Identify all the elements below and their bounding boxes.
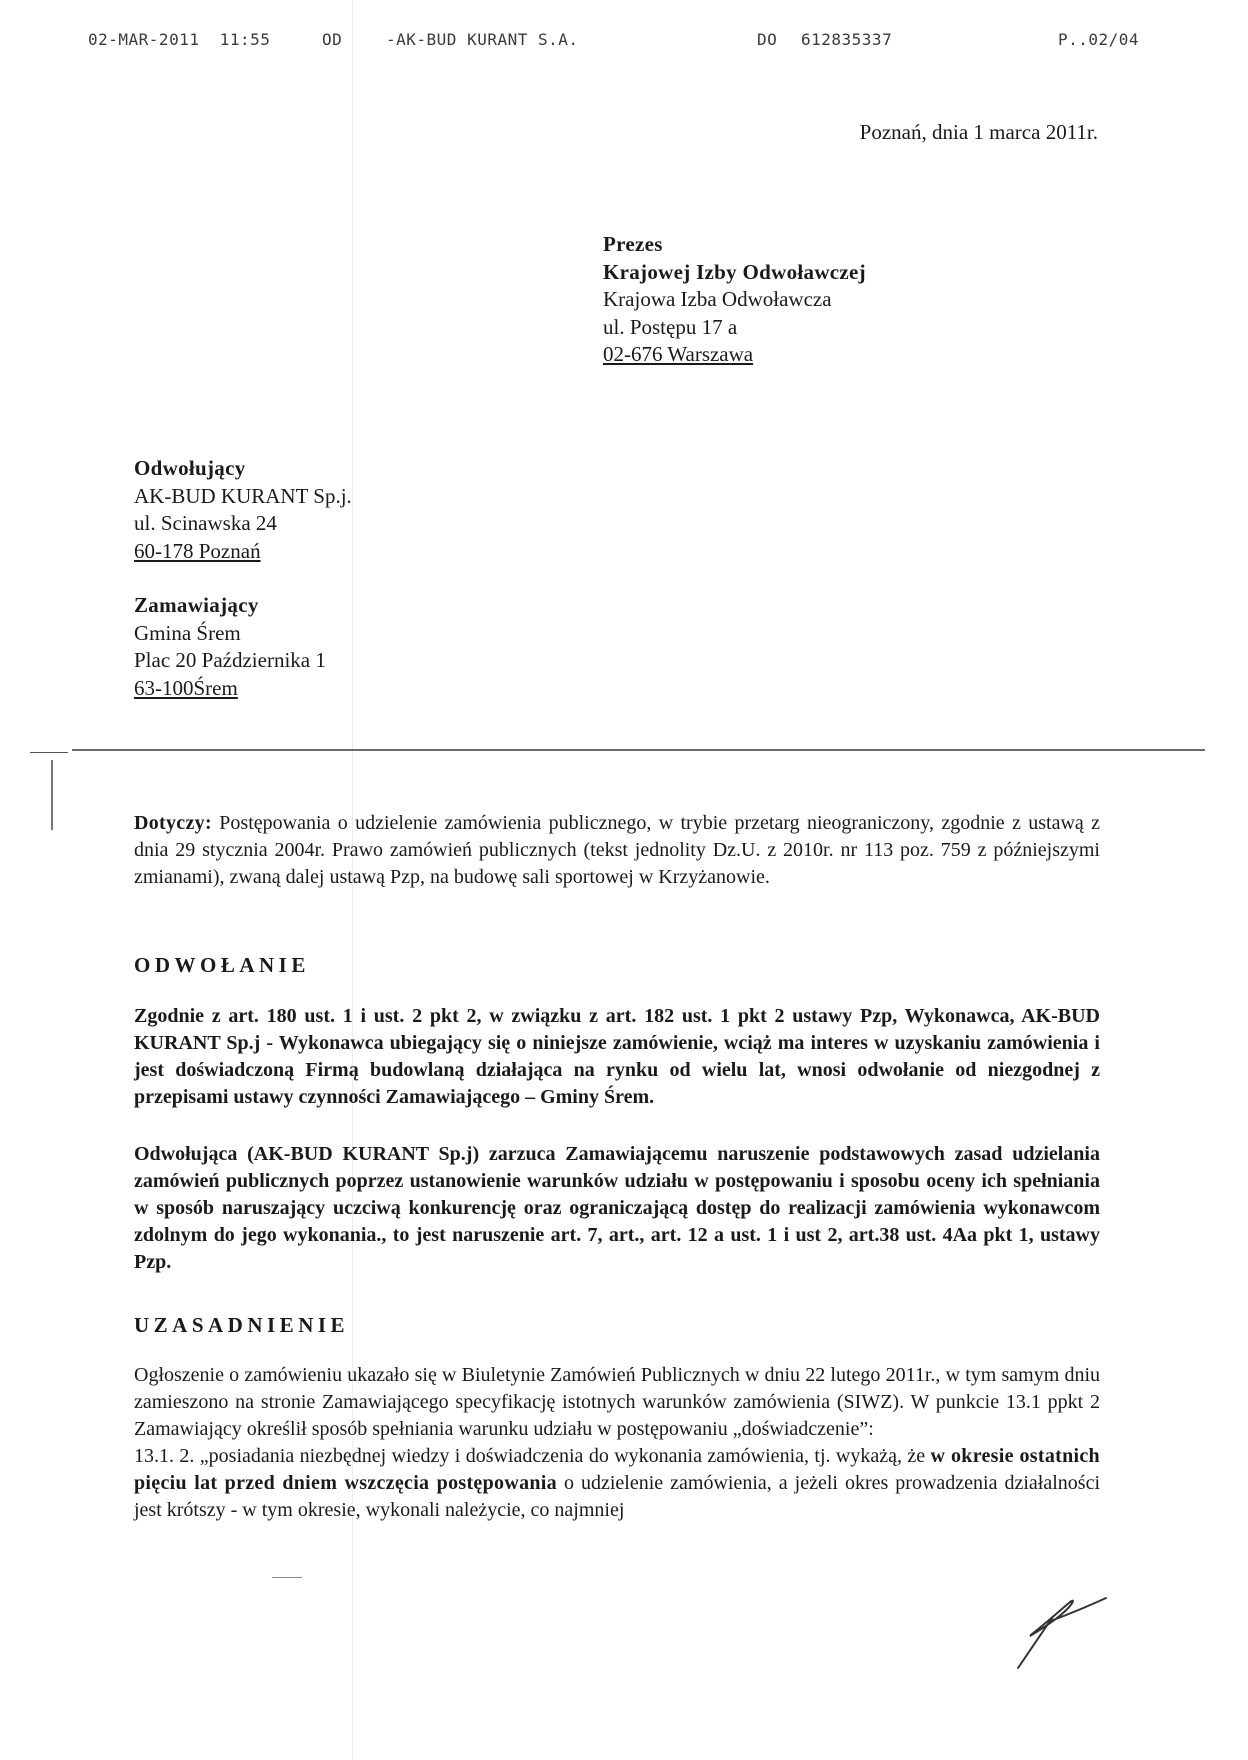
fax-header [0, 30, 1248, 54]
addressee-street: ul. Postępu 17 a [603, 314, 738, 339]
appeal-paragraph-2: Odwołująca (AK-BUD KURANT Sp.j) zarzuca Zamawiającemu naruszenie podstawowych zasad udzielania zamówień publicznych poprzez ustanowienie warunków udziału w postępowaniu i sposobu oceny ich spełniania w sposób naruszający uczciwą konkurencję oraz ograniczającą dostęp do realizacji zamówienia wykonawcom zdolnym do jego wykonania., to jest naruszenie art. 7, art., art. 12 a ust. 1 i ust 2, art.38 ust. 4Aa pkt 1, ustawy Pzp. [134, 1143, 1100, 1273]
ordering-party-block [134, 592, 326, 702]
appeal-paragraph-1: Zgodnie z art. 180 ust. 1 i ust. 2 pkt 2, w związku z art. 182 ust. 1 pkt 2 ustawy Pzp, Wykonawca, AK-BUD KURANT Sp.j - Wykonawca ubiegający się o niniejsze zamówienie, wciąż ma interes w uzyskaniu zamówienia i jest doświadczoną Firmą budowlaną działająca na rynku od wielu lat, wnosi odwołanie od niezgodnej z przepisami ustawy czynności Zamawiającego – Gminy Śrem. [134, 1005, 1100, 1108]
quote-emphasis: w okresie ostatnich pięciu lat przed dniem wszczęcia postępowania [134, 1445, 1100, 1494]
appellant-block [134, 455, 352, 565]
addressee-block [603, 231, 866, 369]
appellant-name: AK-BUD KURANT Sp.j. [134, 483, 352, 508]
appellant-label: Odwołujący [134, 456, 246, 480]
horizontal-divider [72, 749, 1205, 751]
ordering-party-street: Plac 20 Października 1 [134, 648, 326, 672]
section-heading-justification: UZASADNIENIE [134, 1313, 350, 1337]
appellant-city: 60-178 Poznań [134, 538, 261, 563]
fax-page-number: P..02/04 [1058, 30, 1140, 49]
subject-paragraph [134, 810, 1100, 891]
quote-suffix: o udzielenie zamówienia, a jeżeli okres prowadzenia działalności jest krótszy - w tym okresie, wykonali należycie, co najmniej [134, 1472, 1101, 1521]
appellant-street: ul. Scinawska 24 [134, 511, 277, 535]
justification-text: Ogłoszenie o zamówieniu ukazało się w Biuletynie Zamówień Publicznych w dniu 22 lutego 2011r., w tym samym dniu zamieszono na stronie Zamawiającego specyfikację istotnych warunków zamówienia (SIWZ). W punkcie 13.1 ppkt 2 Zamawiający określił sposób spełniania warunku udziału w postępowaniu „doświadczenie”: [134, 1364, 1100, 1440]
margin-mark [51, 760, 53, 830]
scan-artifact [272, 1577, 302, 1578]
addressee-city: 02-676 Warszawa [603, 342, 754, 366]
addressee-line2: Krajowej Izby Odwoławczej [603, 259, 866, 284]
subject-label: Dotyczy: [134, 812, 212, 834]
ordering-party-name: Gmina Śrem [134, 620, 241, 645]
addressee-line3: Krajowa Izba Odwoławcza [603, 287, 832, 311]
signature-icon [1010, 1580, 1130, 1670]
quote-prefix: 13.1. 2. „posiadania niezbędnej wiedzy i doświadczenia do wykonania zamówienia, tj. wykażą, że [134, 1445, 931, 1467]
place-date: Poznań, dnia 1 marca 2011r. [859, 120, 1098, 144]
ordering-party-label: Zamawiający [134, 593, 259, 617]
siwz-quote [134, 1443, 1100, 1524]
fax-to-number: 612835337 [801, 30, 893, 49]
justification-paragraph [134, 1362, 1100, 1524]
fax-datetime: 02-MAR-2011 11:55 [88, 30, 271, 49]
section-heading-appeal: ODWOŁANIE [134, 953, 310, 977]
addressee-line1: Prezes [603, 232, 663, 256]
ordering-party-city: 63-100Śrem [134, 675, 238, 700]
divider-left-stub [30, 752, 68, 753]
subject-text: Postępowania o udzielenie zamówienia publicznego, w trybie przetarg nieograniczony, zgodnie z ustawą z dnia 29 stycznia 2004r. Prawo zamówień publicznych (tekst jednolity Dz.U. z 2010r. nr 113 poz. 759 z późniejszymi zmianami), zwaną dalej ustawą Pzp, na budowę sali sportowej w Krzyżanowie. [134, 812, 1100, 888]
fax-to-label: DO [757, 30, 778, 49]
fax-from-name: -AK-BUD KURANT S.A. [386, 30, 579, 49]
fax-from-label: OD [322, 30, 343, 49]
